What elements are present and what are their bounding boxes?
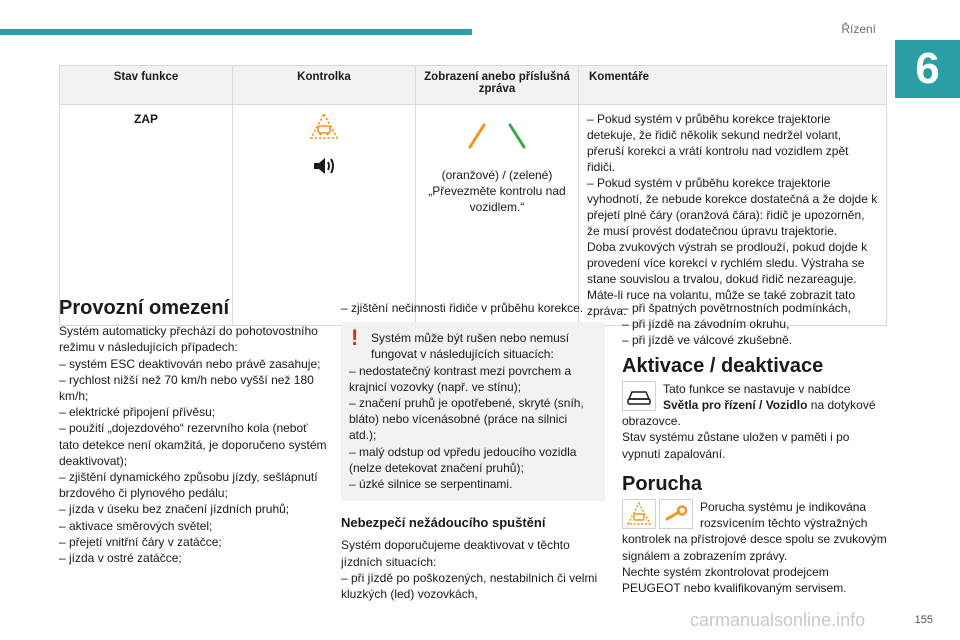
state-cell: ZAP	[60, 105, 233, 326]
table-header-row	[60, 66, 887, 105]
green-line-icon	[510, 125, 524, 147]
inactivity-text: – zjištění nečinnosti řidiče v průběhu korekce.	[341, 301, 584, 315]
lane-keep-warning-icon	[622, 499, 656, 529]
activation-body: Stav systému zůstane uložen v paměti i po vypnutí zapalování.	[622, 430, 850, 461]
column-2	[341, 300, 605, 602]
chapter-number: 6	[895, 40, 960, 98]
header-comments: Komentáře	[579, 66, 887, 105]
display-message: (oranžové) / (zelené) „Převezměte kontrolu nad vozidlem.“	[428, 168, 566, 214]
column-3	[622, 300, 887, 596]
lane-keep-warning-icon	[241, 111, 407, 147]
function-status-table	[59, 65, 887, 326]
page-number: 155	[914, 614, 933, 626]
header-display: Zobrazení anebo příslušná zpráva	[416, 66, 579, 105]
table-row	[60, 105, 887, 326]
activation-section	[622, 381, 887, 430]
warning-box	[341, 322, 605, 501]
comment-cell: – Pokud systém v průběhu korekce trajektorie detekuje, že řidič několik sekund nedržel volant, přeruší korekci a vrátí kontrolu nad vozidlem zpět řidiči. – Pokud systém v průběhu korekce trajektorie vyhodnotí, že nebude korekce dostatečná a že dojde k přejetí plné čáry (oranžová čára): řidič je upozorněn, že musí provést dodatečnou úpravu trajektorie. Doba zvukových výstrah se prodlouží, pokud dojde k provedení více korekcí v rychlém sledu. Výstraha se stane souvislou a trvalou, dokud řidič nezareaguje. Máte-li ruce na volantu, může se také zobrazit tato zpráva.	[579, 105, 887, 326]
wrench-icon	[659, 499, 693, 529]
activation-title: Aktivace / deaktivace	[622, 354, 824, 377]
warning-list: – nedostatečný kontrast mezi povrchem a krajnicí vozovky (např. ve stínu); – značení pruhů je opotřebené, skryté (sníh, bláto) nebo vícenásobné (práce na silnici atd.); – malý odstup od vpředu jedoucího vozidla (nelze detekovat značení pruhů); – úzké silnice se serpentinami.	[349, 363, 584, 492]
header-state: Stav funkce	[60, 66, 233, 105]
top-accent-bar	[0, 29, 472, 35]
warning-first: Systém může být rušen nebo nemusí fungovat v následujících situacích:	[371, 331, 570, 362]
unwanted-trigger-body: Systém doporučujeme deaktivovat v těchto jízdních situacích: – při jízdě po poškozených, nestabilních či velmi kluzkých (led) vozovkách,	[341, 538, 598, 602]
activation-text: Tato funkce se nastavuje v nabídce Světla pro řízení / Vozidlo na dotykové obrazovce.	[622, 381, 876, 429]
indicator-cell	[233, 105, 416, 326]
car-icon	[622, 381, 656, 411]
conditions-list: – při špatných povětrnostních podmínkách, – při jízdě na závodním okruhu, – při jízdě ve válcové zkušebně.	[622, 301, 851, 348]
sound-icon	[241, 155, 407, 181]
watermark: carmanualsonline.info	[690, 610, 866, 630]
limitations-body: Systém automaticky přechází do pohotovostního režimu v následujících případech: – systém ESC deaktivován nebo právě zasahuje; – rychlost nižší než 70 km/h nebo vyšší než 180 km/h; – elektrické připojení přívěsu; – použití „dojezdového“ rezervního kola (neboť tato detekce není okamžitá, je doporučeno systém deaktivovat); – zjištění dynamického způsobu jízdy, sešlápnutí brzdového či plynového pedálu; – jízda v úseku bez značení jízdních pruhů; – aktivace směrových světel; – přejetí vnitřní čáry v zatáčce; – jízda v ostré zatáčce;	[59, 324, 327, 566]
orange-line-icon	[470, 125, 484, 147]
fault-section	[622, 499, 887, 596]
fault-text: Porucha systému je indikována rozsvícením těchto výstražných kontrolek na přístrojové desce spolu se zvukovým signálem a zobrazením zprávy. Nechte systém zkontrolovat prodejcem PEUGEOT nebo kvalifikovaným servisem.	[622, 500, 887, 596]
display-cell	[416, 105, 579, 326]
header-indicator: Kontrolka	[233, 66, 416, 105]
fault-title: Porucha	[622, 472, 703, 495]
warning-exclamation-icon: !	[351, 325, 359, 351]
unwanted-trigger-title: Nebezpečí nežádoucího spuštění	[341, 515, 546, 531]
limitations-title: Provozní omezení	[59, 297, 230, 319]
column-1	[59, 297, 329, 566]
section-label: Řízení	[841, 22, 876, 36]
